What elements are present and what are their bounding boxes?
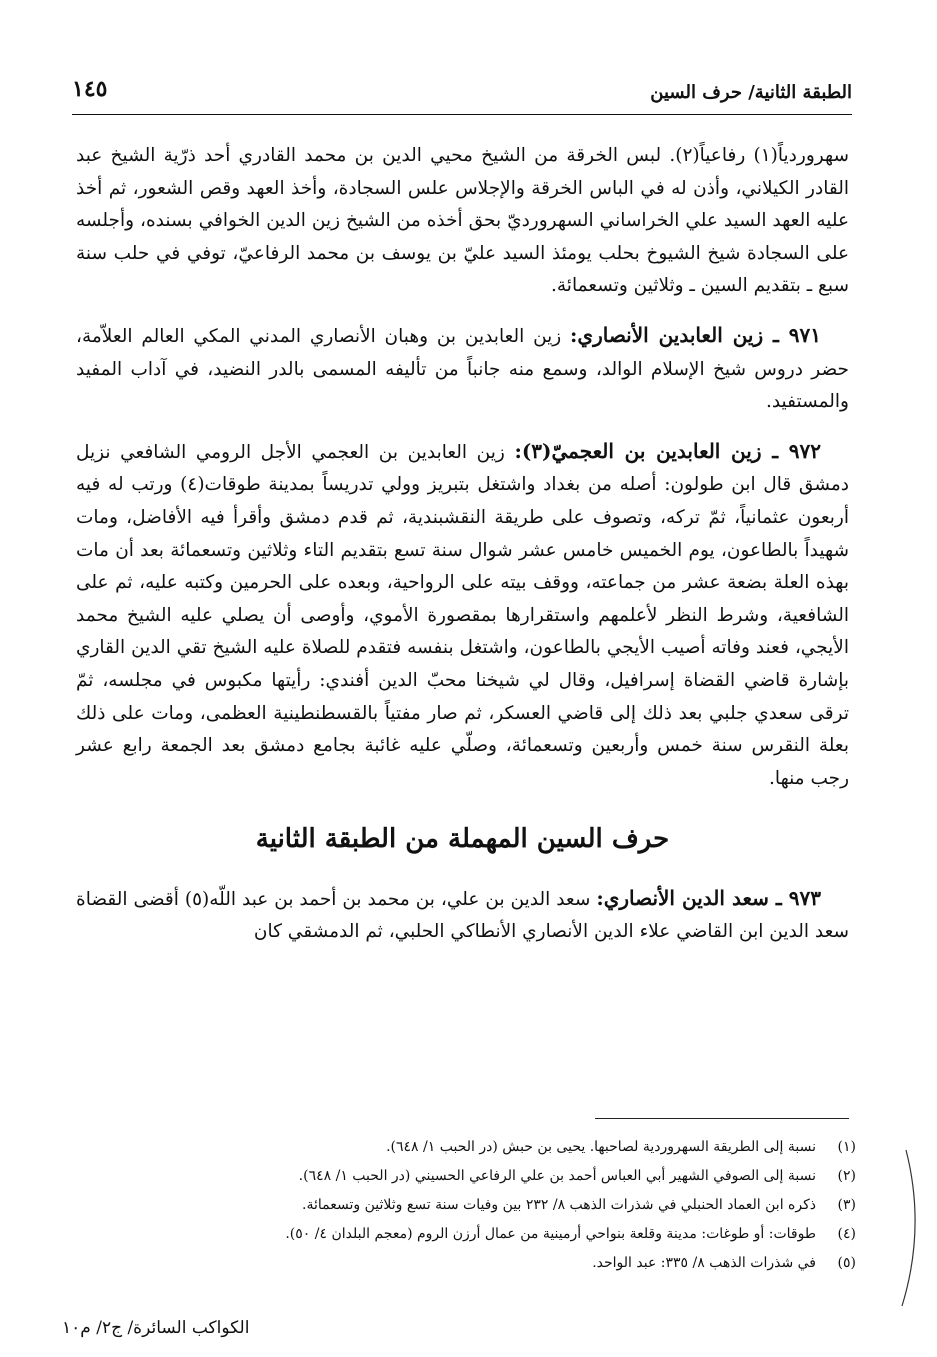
footnote-text: نسبة إلى الطريقة السهروردية لصاحبها. يحيى بن حبش (در الحبب ١/ ٦٤٨). — [386, 1139, 816, 1155]
entry-title: ٩٧١ ـ زين العابدين الأنصاري: — [570, 322, 821, 347]
paragraph-continuation: سهروردياً(١) رفاعياً(٢). لبس الخرقة من الشيخ محيي الدين بن محمد القادري أحد ذرّية الشيخ عبد القادر الكيلاني، وأذن له في الباس الخرقة والإجلاس علس السجادة، وأخذ العهد وقص الشعور، ثم أخذ عليه العهد السيد علي الخراساني السهرورديّ بحق أخذه من الشيخ زين الدين الخوافي بسنده، وأجلسه على السجادة شيخ الشيوخ بحلب يومئذ السيد عليّ بن يوسف بن محمد الرفاعيّ، توفي في حلب سنة سبع ـ بتقديم السين ـ وثلاثين وتسعمائة. — [76, 145, 850, 297]
printer-signature: الكواكب السائرة/ ج٢/ م١٠ — [62, 1318, 250, 1338]
footnote-number: (٤) — [837, 1226, 856, 1242]
footnote-text: نسبة إلى الصوفي الشهير أبي العباس أحمد بن علي الرفاعي الحسيني (در الحبب ١/ ٦٤٨). — [298, 1168, 816, 1184]
entry-body: سعد الدين بن علي، بن محمد بن أحمد بن عبد اللّه(٥) أقضى القضاة سعد الدين ابن القاضي علاء الدين الأنصاري الأنطاكي الحلبي، ثم الدمشقي كان — [76, 888, 849, 943]
footnote — [150, 1133, 856, 1162]
entry-title: ٩٧٣ ـ سعد الدين الأنصاري: — [596, 885, 822, 910]
entry-title: ٩٧٢ ـ زين العابدين بن العجميّ(٣): — [514, 438, 821, 463]
footnote — [150, 1220, 856, 1249]
footnote — [150, 1249, 856, 1278]
footnote-number: (١) — [837, 1139, 856, 1155]
entry-body: زين العابدين بن العجمي الأجل الرومي الشافعي نزيل دمشق قال ابن طولون: أصله من بغداد واشتغل بتبريز وولي تدريساً بمدينة طوقات(٤) ورتب له فيه أربعون عثمانياً، ثمّ تركه، وتصوف على طريقة النقشبندية، ثم قدم دمشق وأقرأ فيه الأفاضل، ومات شهيداً بالطاعون، يوم الخميس خامس عشر شوال سنة تسع بتقديم التاء وثلاثين وتسعمائة بعد أن مات بهذه العلة بضعة عشر من جماعته، ووقف بيته على الرواحية، وبعده على الحرمين وكتبه عليه، ثم على الشافعية، وشرط النظر لأعلمهم واستقرارها بمقصورة الأموي، وأوصى أن يصلي عليه الشيخ محمد الأيجي، فعند وفاته أصيب الأيجي بالطاعون، واشتغل بنفسه فتقدم للصلاة عليه الشيخ تقي الدين القاري بإشارة قاضي القضاة إسرافيل، وقال لي شيخنا محبّ الدين أفندي: رأيتها مكبوس في مجلسه، ثمّ ترقى سعدي جلبي بعد ذلك إلى قاضي العسكر، ثم صار مفتياً بالقسطنطينية العظمى، ومات على ذلك بعلة النقرس سنة خمس وأربعين وتسعمائة، وصلّي عليه غائبة بجامع دمشق بعد الجمعة رابع عشر رجب منها. — [76, 441, 850, 789]
entry-body: زين العابدين بن وهبان الأنصاري المدني المكي العالم العلاّمة، حضر دروس شيخ الإسلام الوالد، وسمع منه جانباً من تأليفه المسمى بالدر النضيد، في آداب المفيد والمستفيد. — [76, 325, 849, 413]
footnote-text: طوقات: أو طوغات: مدينة وقلعة بنواحي أرمينية من عمال أرزن الروم (معجم البلدان ٤/ ٥٠). — [285, 1226, 816, 1242]
running-title: الطبقة الثانية/ حرف السين — [650, 82, 852, 103]
page-number: ١٤٥ — [72, 76, 108, 102]
footnote — [150, 1191, 856, 1220]
footnote-number: (٢) — [837, 1168, 856, 1184]
footnote-text: في شذرات الذهب ٨/ ٣٣٥: عبد الواحد. — [592, 1255, 816, 1271]
footnote-divider — [595, 1118, 849, 1119]
footnote — [150, 1162, 856, 1191]
entry-972 — [76, 435, 849, 796]
main-text — [76, 140, 849, 965]
footnote-text: ذكره ابن العماد الحنبلي في شذرات الذهب ٨/ ٢٣٢ بين وفيات سنة تسع وثلاثين وتسعمائة. — [302, 1197, 816, 1213]
entry-973 — [76, 882, 849, 949]
entry-971 — [76, 319, 849, 419]
page-curl-mark — [898, 1148, 928, 1308]
footnote-number: (٣) — [837, 1197, 856, 1213]
footnote-number: (٥) — [837, 1255, 856, 1271]
page-header — [72, 74, 852, 115]
section-heading: حرف السين المهملة من الطبقة الثانية — [255, 824, 670, 855]
footnotes — [150, 1133, 856, 1278]
